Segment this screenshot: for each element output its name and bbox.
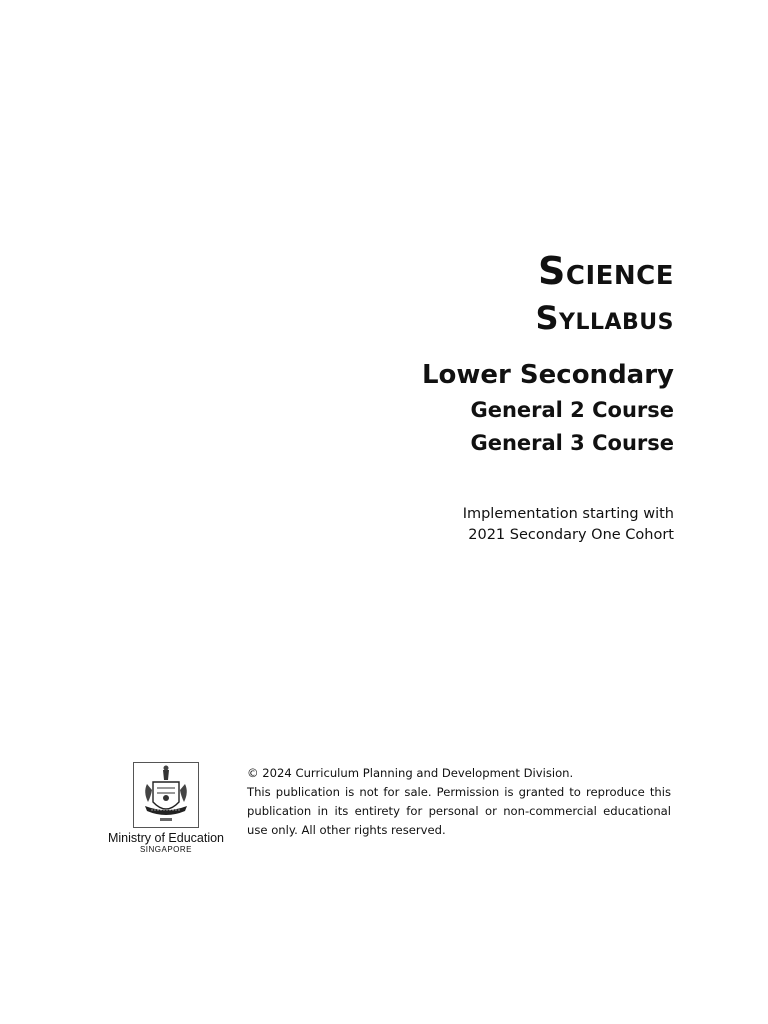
moe-crest-icon [133,762,199,828]
title-initial: S [538,249,566,293]
copyright-line: © 2024 Curriculum Planning and Development Division. [247,766,574,780]
copyright-body: This publication is not for sale. Permission is granted to reproduce this publication in its entirety for personal or non-commercial educational use only. All other rights reserved. [247,785,671,837]
course-heading-2: General 3 Course [470,431,674,455]
ministry-name: Ministry of Education [107,831,225,845]
implementation-line-1: Implementation starting with [462,506,674,522]
document-subtitle [422,299,674,348]
implementation-line-2: 2021 Secondary One Cohort [468,527,674,543]
course-heading-1: General 2 Course [470,398,674,422]
title-block [421,249,674,546]
ministry-logo [104,762,228,854]
subtitle-initial: S [535,299,560,337]
copyright-notice [247,764,671,840]
subtitle-rest: YLLABUS [559,310,674,335]
ministry-country: SINGAPORE [139,845,193,854]
title-rest: CIENCE [565,261,674,291]
document-title [422,249,674,300]
level-heading: Lower Secondary [421,360,674,390]
implementation-note [422,504,674,546]
